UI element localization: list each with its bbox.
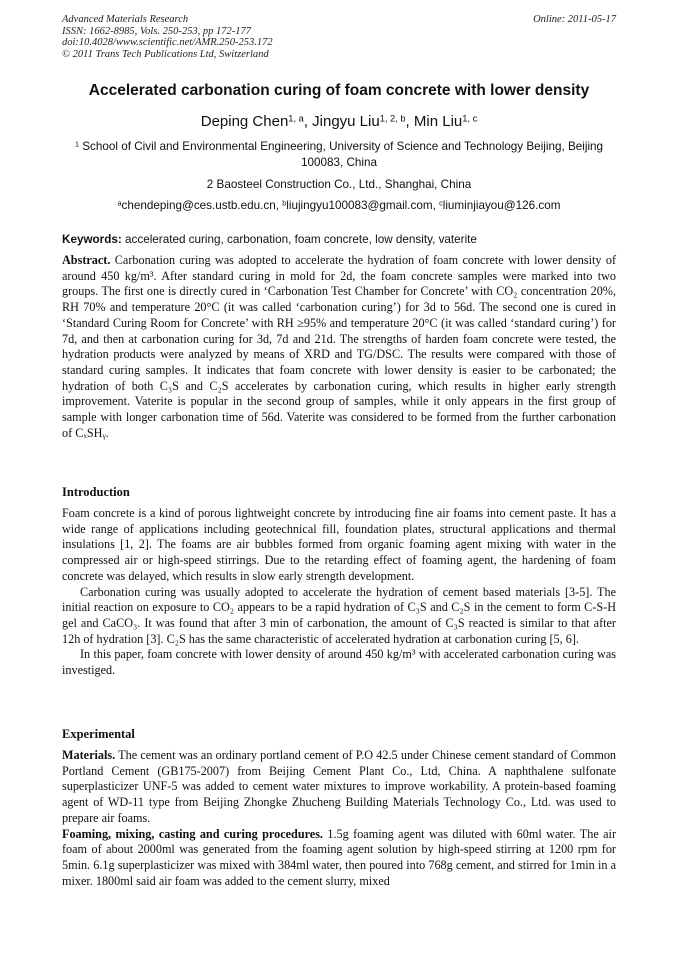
paper-title: Accelerated carbonation curing of foam concrete with lower density xyxy=(88,82,590,99)
keywords-label: Keywords: xyxy=(62,233,122,246)
email-sup: b xyxy=(282,198,287,208)
materials-text: The cement was an ordinary portland cement of P.O 42.5 under Chinese cement standard of Common Portland Cement (GB175-2007) from Beijing Cement Plant Co., Ltd, China. A naphthalene sulfonate superplasticizer UNF-5 was added to cement water mixtures to improve workability. A protein-based foaming agent of WD-11 type from Beijing Zhongke Zhucheng Building Materials Technology Co., Ltd. was used to prepare air foams. xyxy=(62,748,617,825)
paragraph: In this paper, foam concrete with lower density of around 450 kg/m³ with accelerated carbonation curing was investiged. xyxy=(62,647,616,678)
author-sup: 1, c xyxy=(462,113,478,124)
online-date: Online: 2011-05-17 xyxy=(533,14,616,25)
email-link[interactable]: liujingyu100083@gmail.com xyxy=(286,199,433,212)
procedures-text: 1.5g foaming agent was diluted with 60ml water. The air foam of about 2000ml was generated from the foaming agent solution by high-speed stirring at 1200 rpm for 5min. 6.1g superplasticizer was mixed with 384ml water, then poured into 768g cement, and stirred for 1min in a mixer. 1800ml said air foam was added to the cement slurry, mixed xyxy=(62,826,616,888)
keywords-text: accelerated curing, carbonation, foam concrete, low density, vaterite xyxy=(125,233,477,246)
author-sup: 1, a xyxy=(288,113,304,124)
section-heading-introduction: Introduction xyxy=(62,485,130,499)
materials-label: Materials. xyxy=(62,748,116,762)
copyright-line: © 2011 Trans Tech Publications Ltd, Switzerland xyxy=(62,48,269,60)
author-name: Deping Chen xyxy=(200,113,289,130)
doi-line[interactable]: doi:10.4028/www.scientific.net/AMR.250-253.172 xyxy=(62,37,273,48)
author-name: Jingyu Liu xyxy=(312,113,380,130)
keywords xyxy=(62,233,616,246)
running-header xyxy=(62,14,616,60)
email-link[interactable]: chendeping@ces.ustb.edu.cn xyxy=(121,199,276,212)
affiliation-1 xyxy=(62,139,616,171)
affiliation-text: School of Civil and Environmental Engineering, University of Science and Technology Beijing, Beijing 100083, China xyxy=(82,140,604,169)
issn-line: ISSN: 1662-8985, Vols. 250-253, pp 172-177 xyxy=(62,25,251,37)
email-line: $^a$chendeping@ces.ustb.edu.cn, $^b$liujingyu100083@gmail.com, $^c$liuminjiayou@126.com xyxy=(117,198,561,212)
journal-name: Advanced Materials Research xyxy=(62,14,189,25)
section-heading-experimental: Experimental xyxy=(62,727,135,741)
abstract-text: Carbonation curing was adopted to accelerate the hydration of foam concrete with lower density of around 450 kg/m³. After standard curing in mold for 2d, the foam concrete samples were marked into two groups. The first one is directly cured in ‘Carbonation Test Chamber for Concrete’ with CO₂ concentration 20%, RH 70% and temperature 20°C (it was called ‘carbonation curing’) for 3d to 56d. The second one is cured in ‘Standard Curing Room for Concrete’ with RH ≥95% and temperature 20°C (it was called ‘standard curing’) for 7d, and then at carbonation curing for 3d, 7d and 21d. The strengths of harden foam concrete were tested, the hydration products were analyzed by means of XRD and TG/DSC. The results were compared with those of standard curing samples. It indicates that foam concrete with lower density is easier to be carbonated; the hydration of both C₃S and C₂S accelerates by carbonation curing, which results in higher early strength improvement. Vaterite is popular in the second group of samples, while it only appears in the first group of sample with longer carbonation time of 56d. Vaterite was considered to be formed from the further carbonation of CₓSHᵧ. xyxy=(62,253,617,440)
experimental-body xyxy=(62,748,616,889)
paragraph: Carbonation curing was usually adopted to accelerate the hydration of cement based materials [3-5]. The initial reaction on exposure to CO₂ appears to be a rapid hydration of C₃S and C₂S in the cement to form C-S-H gel and CaCO₃. It was found that after 3 min of carbonation, the amount of C₃S reacted is similar to that after 12h of hydration [3]. C₂S has the same characteristic of accelerated hydration at carbonation curing [5, 6]. xyxy=(62,584,616,646)
affiliation-2: 2 Baosteel Construction Co., Ltd., Shanghai, China xyxy=(206,178,472,191)
procedures-label: Foaming, mixing, casting and curing procedures. xyxy=(62,826,323,841)
introduction-body xyxy=(62,506,616,679)
email-link[interactable]: liuminjiayou@126.com xyxy=(442,199,561,212)
author-name: Min Liu xyxy=(413,113,463,130)
author-sup: 1, 2, b xyxy=(379,113,406,124)
paragraph: Foam concrete is a kind of porous lightweight concrete by introducing fine air foams into cement paste. It has a wide range of applications including geotechnical fill, foundation plates, structural applications and thermal insulations [1, 2]. The foams are air bubbles formed from organic foaming agent mixing with water in the compressed air or high-speed stirrings. Due to the retarding effect of foaming agent, the hardening of foam concrete was delayed, which results in slow early strength development. xyxy=(62,506,616,583)
email-sup: c xyxy=(439,198,443,208)
author-list: Deping Chen$^{1, a}$, Jingyu Liu$^{1, 2, b}$, Min Liu$^{1, c}$ xyxy=(200,113,478,130)
abstract xyxy=(62,253,616,441)
affiliation-sup: 1 xyxy=(74,139,79,149)
abstract-label: Abstract. xyxy=(62,253,111,267)
email-sup: a xyxy=(117,198,122,208)
